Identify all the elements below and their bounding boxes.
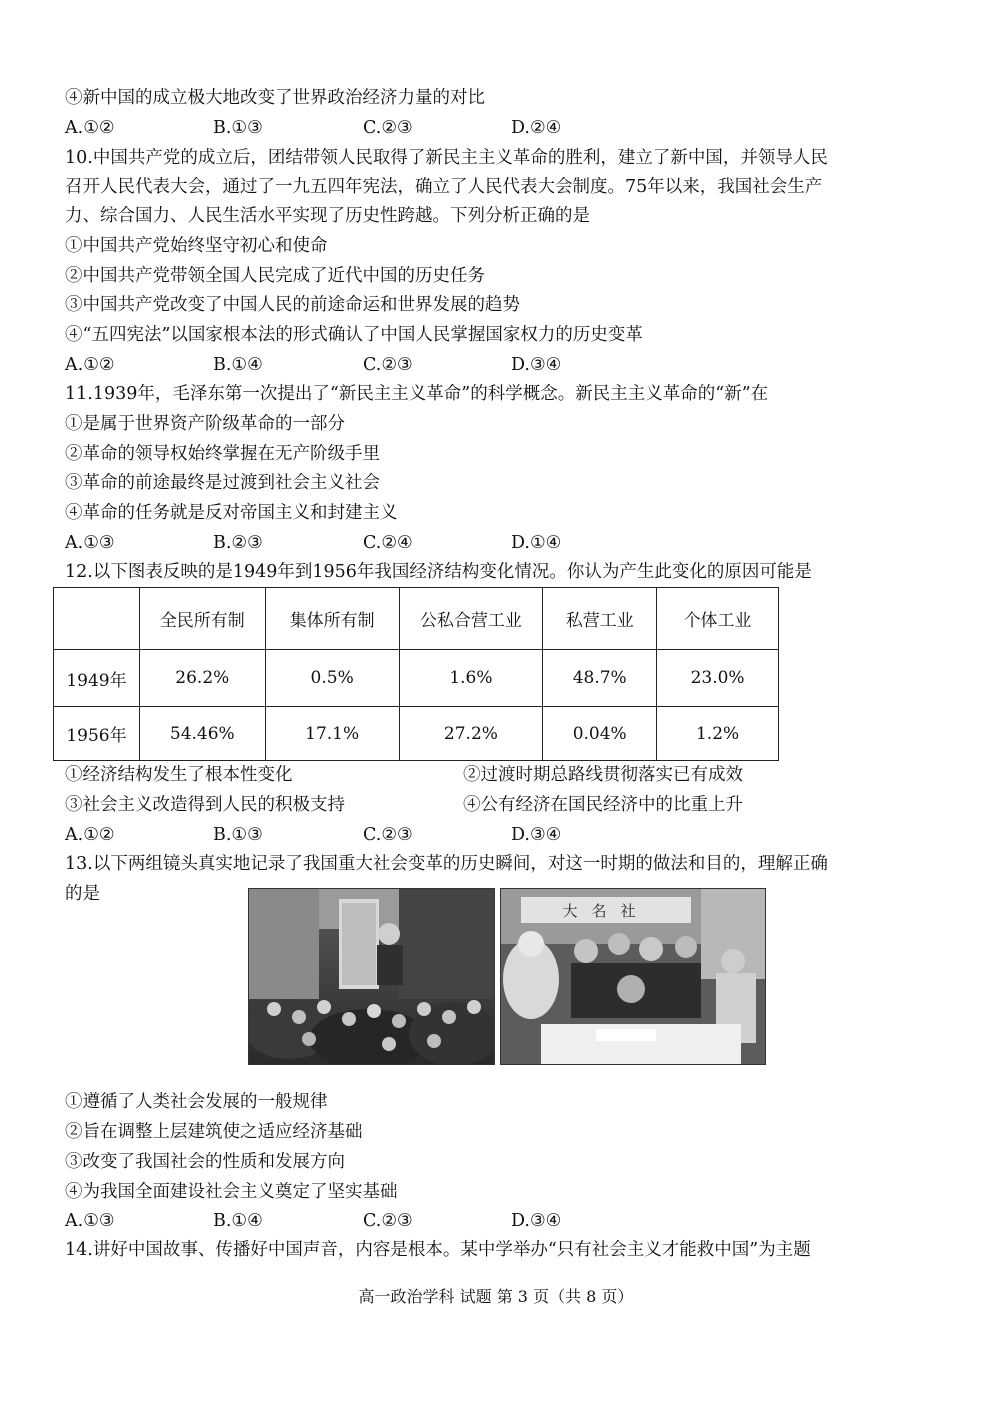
q10-option-c: C.②③ [363,355,413,375]
table-header-cell: 个体工业 [657,588,779,650]
q11-option-b: B.②③ [213,533,263,553]
table-cell: 0.04% [543,707,657,761]
q12-option-d: D.③④ [511,825,562,845]
q13-item-4: ④为我国全面建设社会主义奠定了坚实基础 [65,1182,398,1202]
q10-item-1: ①中国共产党始终坚守初心和使命 [65,236,328,256]
q14-stem: 14.讲好中国故事、传播好中国声音，内容是根本。某中学举办“只有社会主义才能救中国”为主题 [65,1240,811,1260]
q11-item-4: ④革命的任务就是反对帝国主义和封建主义 [65,503,398,523]
table-cell: 1956年 [54,707,140,761]
q9-option-a: A.①② [65,118,115,138]
q13-stem-line-2: 的是 [65,884,100,904]
q13-item-1: ①遵循了人类社会发展的一般规律 [65,1092,328,1112]
photo-sign-text: 大名社 [562,902,650,920]
historical-photo-celebration [248,888,495,1065]
q12-stem: 12.以下图表反映的是1949年到1956年我国经济结构变化情况。你认为产生此变化的原因可能是 [65,562,812,582]
q13-item-3: ③改变了我国社会的性质和发展方向 [65,1152,345,1172]
q11-item-3: ③革命的前途最终是过渡到社会主义社会 [65,473,380,493]
q13-option-c: C.②③ [363,1211,413,1231]
table-header-cell: 私营工业 [543,588,657,650]
table-header-cell: 公私合营工业 [399,588,543,650]
q12-item-1: ①经济结构发生了根本性变化 [65,765,293,785]
q11-option-a: A.①③ [65,533,115,553]
q10-option-a: A.①② [65,355,115,375]
q12-option-b: B.①③ [213,825,263,845]
q11-item-1: ①是属于世界资产阶级革命的一部分 [65,414,345,434]
q10-option-d: D.③④ [511,355,562,375]
q12-option-a: A.①② [65,825,115,845]
table-cell: 48.7% [543,650,657,707]
q10-item-3: ③中国共产党改变了中国人民的前途命运和世界发展的趋势 [65,295,520,315]
q10-item-2: ②中国共产党带领全国人民完成了近代中国的历史任务 [65,266,485,286]
q12-option-c: C.②③ [363,825,413,845]
q10-stem-line-3: 力、综合国力、人民生活水平实现了历史性跨越。下列分析正确的是 [65,206,590,226]
table-cell: 17.1% [265,707,399,761]
q9-option-b: B.①③ [213,118,263,138]
q11-option-d: D.①④ [511,533,562,553]
table-row [54,650,779,707]
q13-item-2: ②旨在调整上层建筑使之适应经济基础 [65,1122,363,1142]
table-header-cell [54,588,140,650]
q13-option-b: B.①④ [213,1211,263,1231]
table-header-row [54,588,779,650]
q11-item-2: ②革命的领导权始终掌握在无产阶级手里 [65,444,380,464]
q11-option-c: C.②④ [363,533,413,553]
q13-option-d: D.③④ [511,1211,562,1231]
table-cell: 1949年 [54,650,140,707]
table-cell: 54.46% [139,707,265,761]
economic-structure-table [53,587,779,761]
q12-item-4: ④公有经济在国民经济中的比重上升 [463,795,743,815]
q11-stem: 11.1939年，毛泽东第一次提出了“新民主主义革命”的科学概念。新民主主义革命的“新”在 [65,384,769,404]
q10-stem-line-2: 召开人民代表大会，通过了一九五四年宪法，确立了人民代表大会制度。75年以来，我国社会生产 [65,177,823,197]
table-header-cell: 全民所有制 [139,588,265,650]
table-cell: 1.2% [657,707,779,761]
table-cell: 26.2% [139,650,265,707]
table-cell: 1.6% [399,650,543,707]
table-cell: 23.0% [657,650,779,707]
photo-celebration-illustration [249,889,494,1064]
q10-stem-line-1: 10.中国共产党的成立后，团结带领人民取得了新民主主义革命的胜利，建立了新中国，并领导人民 [65,148,828,168]
q13-stem-line-1: 13.以下两组镜头真实地记录了我国重大社会变革的历史瞬间，对这一时期的做法和目的，理解正确 [65,854,828,874]
page-footer: 高一政治学科 试题 第 3 页（共 8 页） [358,1287,634,1306]
table-row [54,707,779,761]
q12-item-2: ②过渡时期总路线贯彻落实已有成效 [463,765,743,785]
q9-option-d: D.②④ [511,118,562,138]
table-cell: 0.5% [265,650,399,707]
q10-item-4: ④“五四宪法”以国家根本法的形式确认了中国人民掌握国家权力的历史变革 [65,325,643,345]
table-cell: 27.2% [399,707,543,761]
historical-photo-signing [500,888,766,1065]
table-header-cell: 集体所有制 [265,588,399,650]
q9-item-4: ④新中国的成立极大地改变了世界政治经济力量的对比 [65,88,485,108]
q13-option-a: A.①③ [65,1211,115,1231]
q10-option-b: B.①④ [213,355,263,375]
q9-option-c: C.②③ [363,118,413,138]
q12-item-3: ③社会主义改造得到人民的积极支持 [65,795,345,815]
